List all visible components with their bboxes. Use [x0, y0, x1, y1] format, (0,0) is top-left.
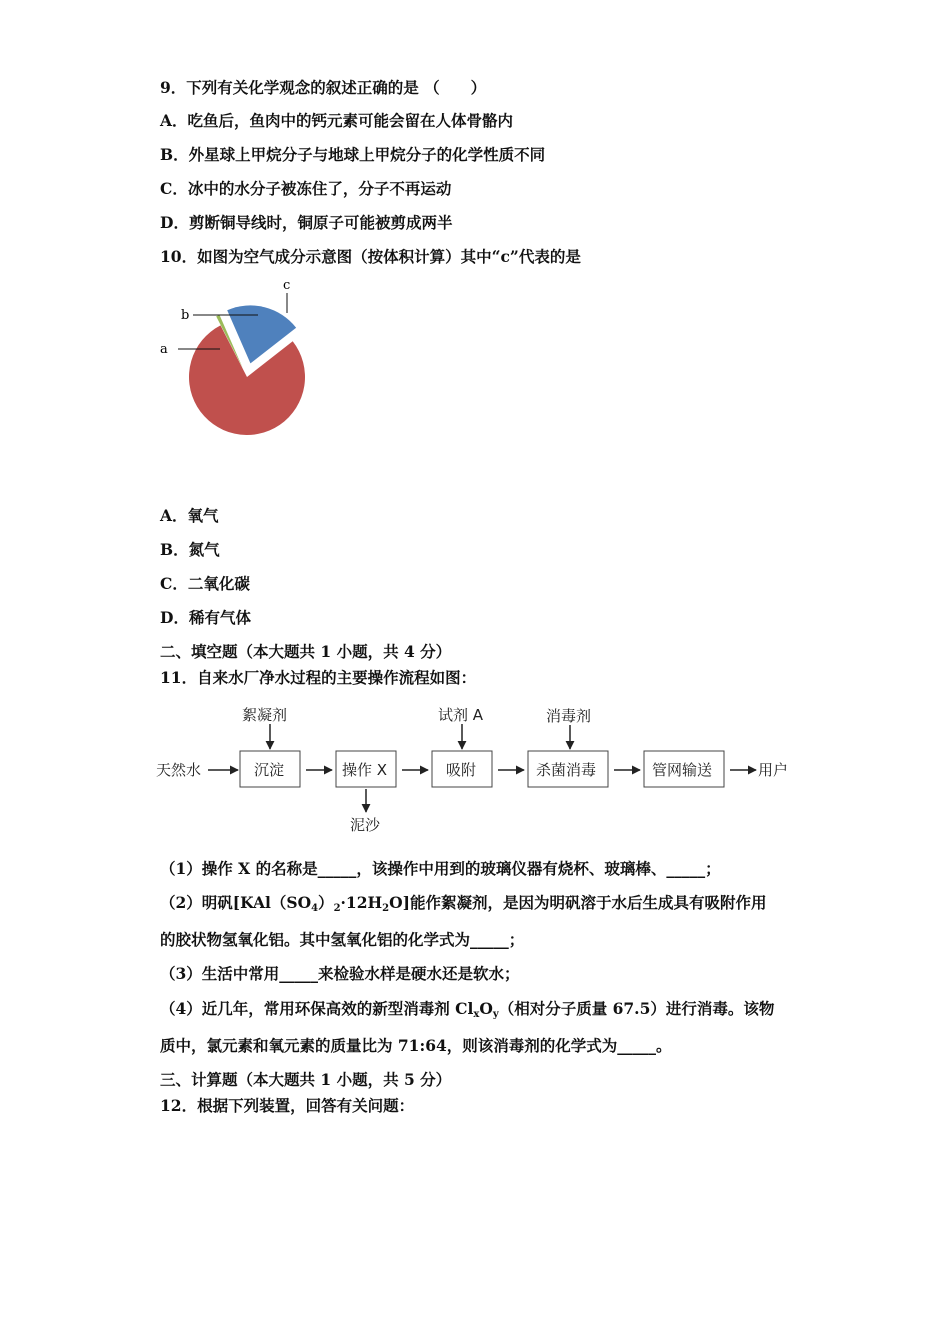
- air-composition-pie-chart: [150, 275, 350, 450]
- q10-option-d: D．稀有气体: [160, 608, 251, 627]
- q9-option-a: A．吃鱼后，鱼肉中的钙元素可能会留在人体骨骼内: [160, 111, 514, 130]
- flow-output-silt: 泥沙: [350, 816, 381, 834]
- q11-part-4-line2: 质中，氯元素和氧元素的质量比为 71:64，则该消毒剂的化学式为_____。: [160, 1036, 672, 1055]
- water-treatment-flowchart: [150, 700, 810, 840]
- flow-sink: 用户: [758, 761, 789, 779]
- q10-stem: 10．如图为空气成分示意图（按体积计算）其中“c”代表的是: [160, 247, 581, 266]
- q11-part-3: （3）生活中常用_____来检验水样是硬水还是软水；: [160, 964, 520, 983]
- section-3-heading: 三、计算题（本大题共 1 小题，共 5 分）: [160, 1070, 452, 1089]
- q9-stem: 9．下列有关化学观念的叙述正确的是 （ ）: [160, 78, 487, 97]
- q11-part-2-line1: （2）明矾$[KAl(SO_4)_2\cdot 12H_2O]$能作絮凝剂，是因为明矾溶于水后生成具有吸附作用: [160, 893, 767, 914]
- flow-source: 天然水: [156, 761, 202, 779]
- flow-step-2: 操作 X: [342, 761, 388, 779]
- flow-input-flocculant: 絮凝剂: [242, 706, 288, 724]
- flow-input-disinfectant: 消毒剂: [546, 707, 592, 725]
- flow-step-4: 杀菌消毒: [536, 761, 597, 779]
- q11-stem: 11．自来水厂净水过程的主要操作流程如图：: [160, 668, 477, 687]
- q9-option-d: D．剪断铜导线时，铜原子可能被剪成两半: [160, 213, 453, 232]
- pie-label-c: c: [283, 278, 291, 293]
- flow-input-reagent-a: 试剂 A: [438, 706, 484, 724]
- q11-part-1: （1）操作 X 的名称是_____，该操作中用到的玻璃仪器有烧杯、玻璃棒、_____；: [160, 859, 721, 878]
- pie-label-b: b: [181, 308, 190, 323]
- q11-part-2-line2: 的胶状物氢氧化铝。其中氢氧化铝的化学式为_____；: [160, 930, 525, 949]
- q10-option-a: A．氧气: [160, 506, 219, 525]
- pie-label-a: a: [160, 342, 168, 357]
- q10-option-c: C．二氧化碳: [160, 574, 250, 593]
- q9-option-c: C．冰中的水分子被冻住了，分子不再运动: [160, 179, 452, 198]
- section-2-heading: 二、填空题（本大题共 1 小题，共 4 分）: [160, 642, 452, 661]
- flow-step-1: 沉淀: [254, 761, 285, 779]
- q9-option-b: B．外星球上甲烷分子与地球上甲烷分子的化学性质不同: [160, 145, 546, 164]
- flow-step-3: 吸附: [446, 761, 477, 779]
- q11-part-4-line1: （4）近几年，常用环保高效的新型消毒剂 $Cl_xO_y$（相对分子质量 67.5）进行消毒。该物: [160, 999, 775, 1020]
- q10-option-b: B．氮气: [160, 540, 220, 559]
- flow-step-5: 管网输送: [652, 761, 713, 779]
- q12-stem: 12．根据下列装置，回答有关问题：: [160, 1096, 415, 1115]
